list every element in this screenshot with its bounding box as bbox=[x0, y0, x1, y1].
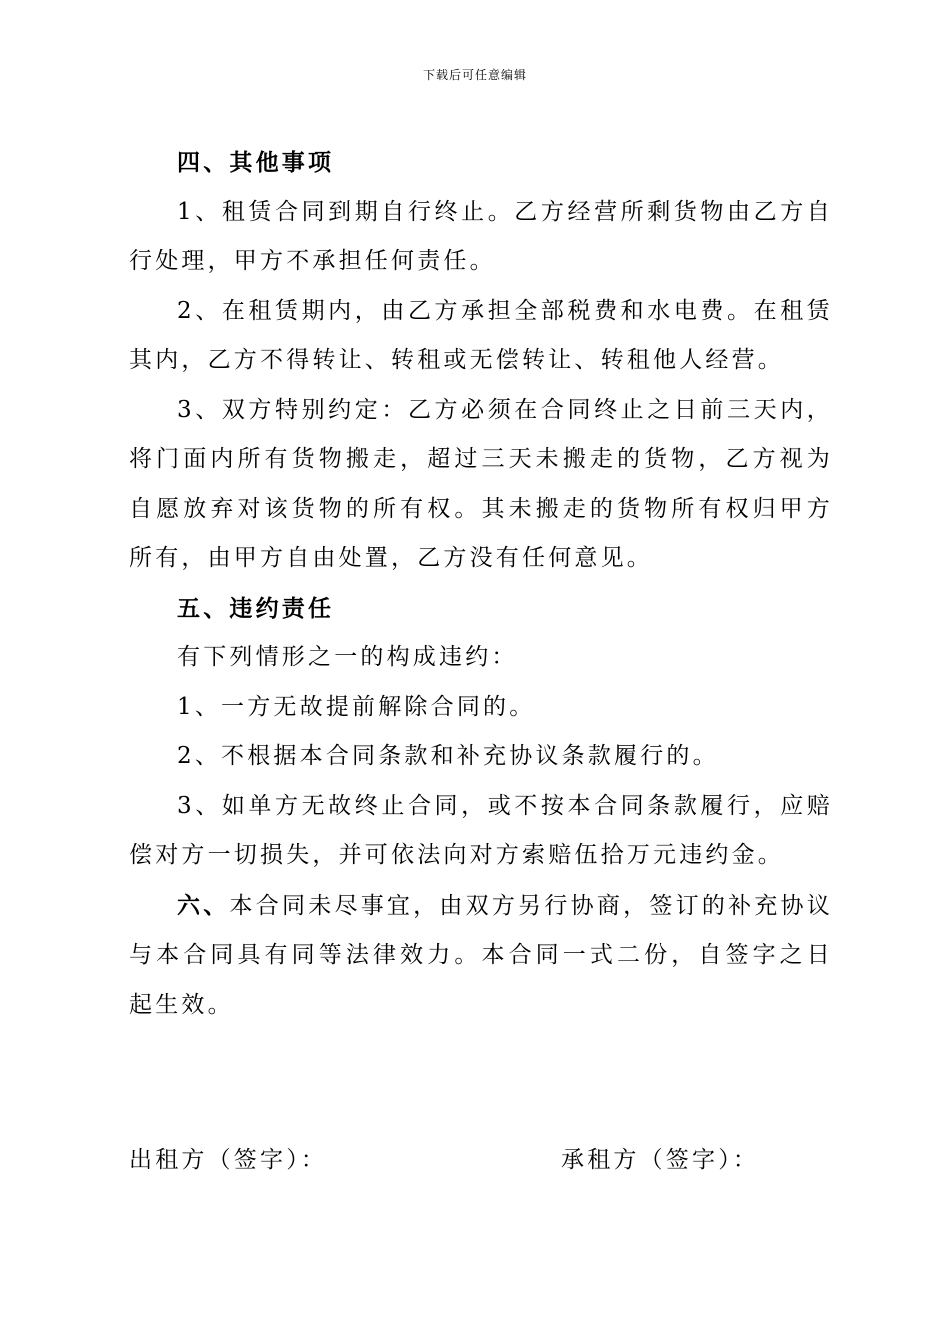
section-heading-other-matters: 四、其他事项 bbox=[177, 149, 335, 176]
section-heading-breach: 五、违约责任 bbox=[177, 594, 335, 622]
final-clause bbox=[129, 881, 833, 1031]
lessee-signature-label: 承租方（签字）： bbox=[561, 1147, 760, 1173]
clause-4-2: 2、在租赁期内，由乙方承担全部税费和水电费。在租赁其内，乙方不得转让、转租或无偿转让、转租他人经营。 bbox=[129, 297, 833, 373]
clause-4-1: 1、租赁合同到期自行终止。乙方经营所剩货物由乙方自行处理，甲方不承担任何责任。 bbox=[129, 198, 833, 274]
final-clause-label: 六、 bbox=[177, 891, 230, 919]
header-note: 下载后可任意编辑 bbox=[422, 68, 527, 82]
clause-4-3: 3、双方特别约定：乙方必须在合同终止之日前三天内，将门面内所有货物搬走，超过三天未搬走的货物，乙方视为自愿放弃对该货物的所有权。其未搬走的货物所有权归甲方所有，由甲方自由处置，乙方没有任何意见。 bbox=[129, 396, 833, 571]
lessor-signature-label: 出租方（签字）： bbox=[129, 1147, 328, 1173]
breach-intro: 有下列情形之一的构成违约： bbox=[177, 644, 518, 670]
clause-5-1: 1、一方无故提前解除合同的。 bbox=[177, 693, 536, 720]
final-clause-text: 本合同未尽事宜，由双方另行协商，签订的补充协议与本合同具有同等法律效力。本合同一式二份，自签字之日起生效。 bbox=[129, 892, 833, 1018]
clause-5-2: 2、不根据本合同条款和补充协议条款履行的。 bbox=[177, 743, 719, 769]
contract-body bbox=[129, 138, 833, 1030]
clause-5-3: 3、如单方无故终止合同，或不按本合同条款履行，应赔偿对方一切损失，并可依法向对方索赔伍拾万元违约金。 bbox=[129, 792, 833, 868]
